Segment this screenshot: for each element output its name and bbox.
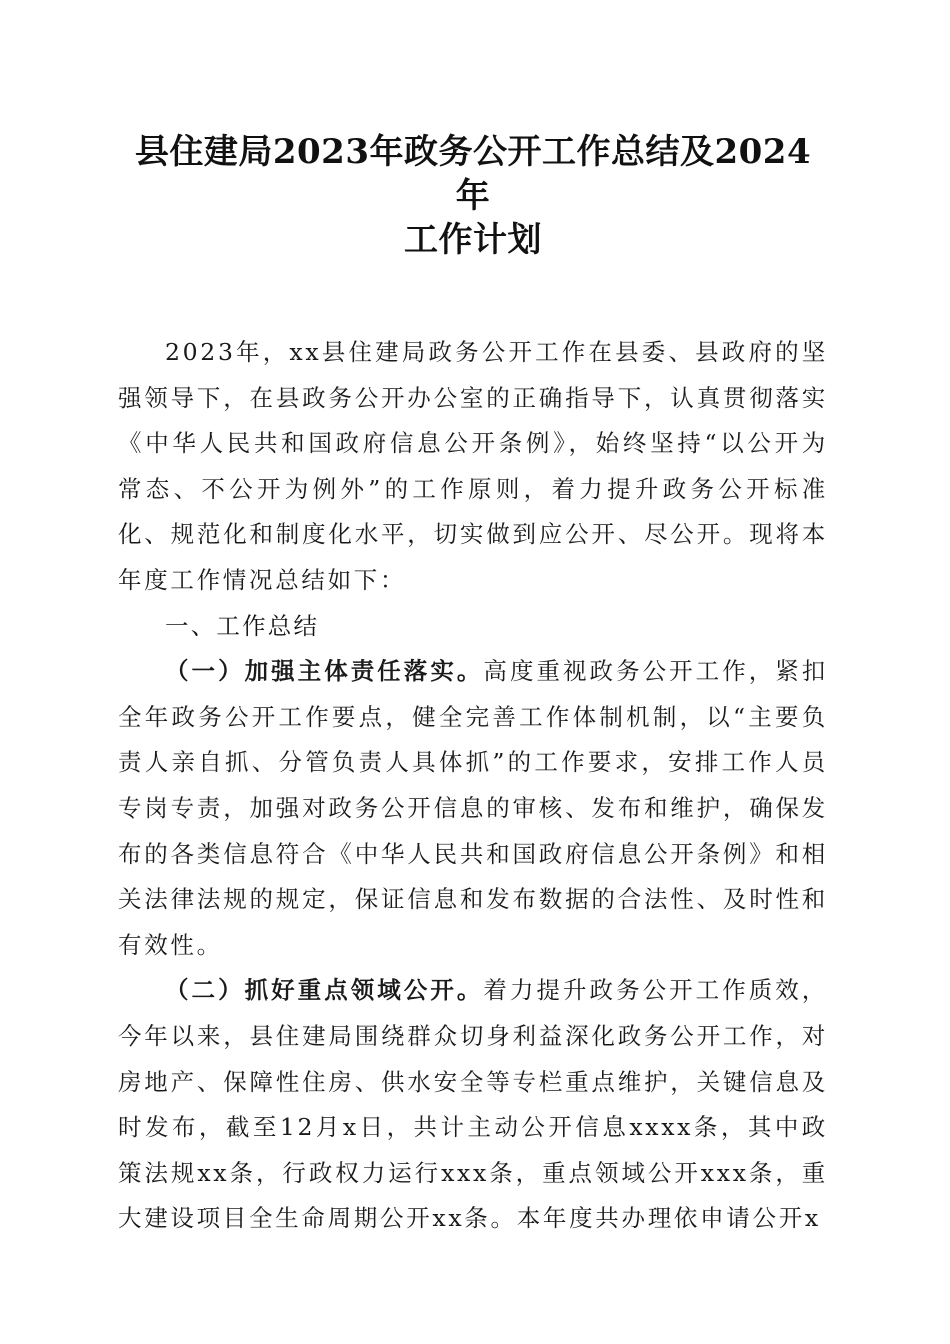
item-lead: （二）抓好重点领域公开。 [165,976,484,1005]
document-page [118,130,828,1242]
item-paragraph [118,649,828,968]
intro-paragraph: 2023年，xx县住建局政务公开工作在县委、县政府的坚强领导下，在县政务公开办公室的正确指导下，认真贯彻落实《中华人民共和国政府信息公开条例》，始终坚持“以公开为常态、不公开为例外”的工作原则，着力提升政务公开标准化、规范化和制度化水平，切实做到应公开、尽公开。现将本年度工作情况总结如下： [118,338,828,594]
item-paragraph [118,968,828,1242]
item-text: 着力提升政务公开工作质效，今年以来，县住建局围绕群众切身利益深化政务公开工作，对房地产、保障性住房、供水安全等专栏重点维护，关键信息及时发布，截至12月x日，共计主动公开信息xxxx条，其中政策法规xx条，行政权力运行xxx条，重点领域公开xxx条，重大建设项目全生命周期公开xx条。本年度共办理依申请公开x [118,976,828,1233]
title-line-2: 工作计划 [404,220,542,260]
document-title [118,130,828,262]
section-heading: 一、工作总结 [165,611,320,640]
document-body [118,330,828,1242]
item-text: 高度重视政务公开工作，紧扣全年政务公开工作要点，健全完善工作体制机制，以“主要负责人亲自抓、分管负责人具体抓”的工作要求，安排工作人员专岗专责，加强对政务公开信息的审核、发布和维护，确保发布的各类信息符合《中华人民共和国政府信息公开条例》和相关法律法规的规定，保证信息和发布数据的合法性、及时性和有效性。 [118,657,828,959]
item-lead: （一）加强主体责任落实。 [165,657,484,686]
title-line-1: 县住建局2023年政务公开工作总结及2024年 [134,132,812,216]
